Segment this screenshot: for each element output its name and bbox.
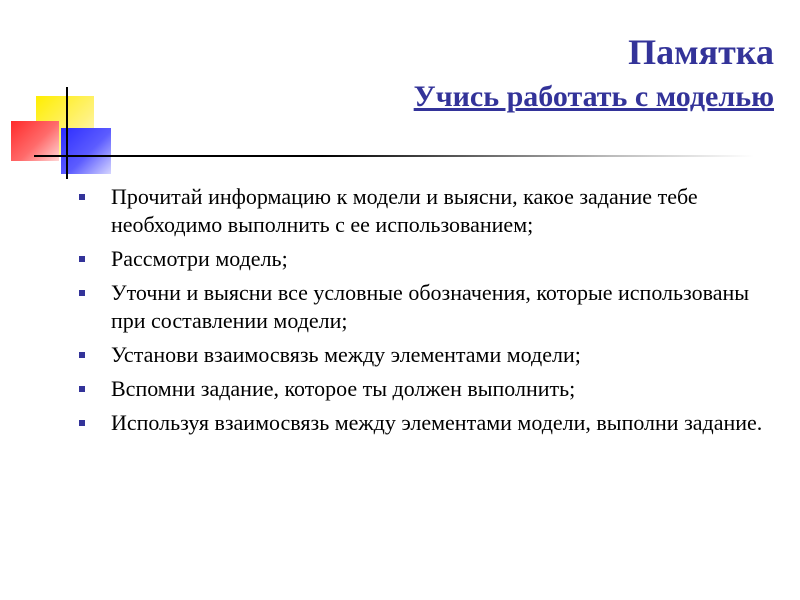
bullet-item xyxy=(76,341,766,369)
slide-subtitle: Учись работать с моделью xyxy=(413,80,774,113)
bullet-text: Установи взаимосвязь между элементами модели; xyxy=(111,342,581,367)
square-bullet-icon xyxy=(79,352,85,358)
slide-title: Памятка xyxy=(628,32,774,72)
title-divider-line xyxy=(34,155,754,157)
bullet-text: Рассмотри модель; xyxy=(111,246,288,271)
bullet-text: Вспомни задание, которое ты должен выполнить; xyxy=(111,376,576,401)
bullet-item xyxy=(76,409,766,437)
square-bullet-icon xyxy=(79,290,85,296)
bullet-item xyxy=(76,375,766,403)
bullet-text: Используя взаимосвязь между элементами модели, выполни задание. xyxy=(111,410,763,435)
bullet-item xyxy=(76,279,766,335)
square-bullet-icon xyxy=(79,256,85,262)
decor-vertical-line xyxy=(66,87,68,179)
bullet-list xyxy=(76,183,766,443)
decor-blue-square xyxy=(61,128,111,174)
bullet-text: Уточни и выясни все условные обозначения, которые использованы при составлении модели; xyxy=(111,280,750,333)
bullet-item xyxy=(76,245,766,273)
square-bullet-icon xyxy=(79,194,85,200)
bullet-text: Прочитай информацию к модели и выясни, какое задание тебе необходимо выполнить с ее использованием; xyxy=(111,184,698,237)
square-bullet-icon xyxy=(79,386,85,392)
slide-title-block xyxy=(414,30,774,117)
bullet-item xyxy=(76,183,766,239)
square-bullet-icon xyxy=(79,420,85,426)
